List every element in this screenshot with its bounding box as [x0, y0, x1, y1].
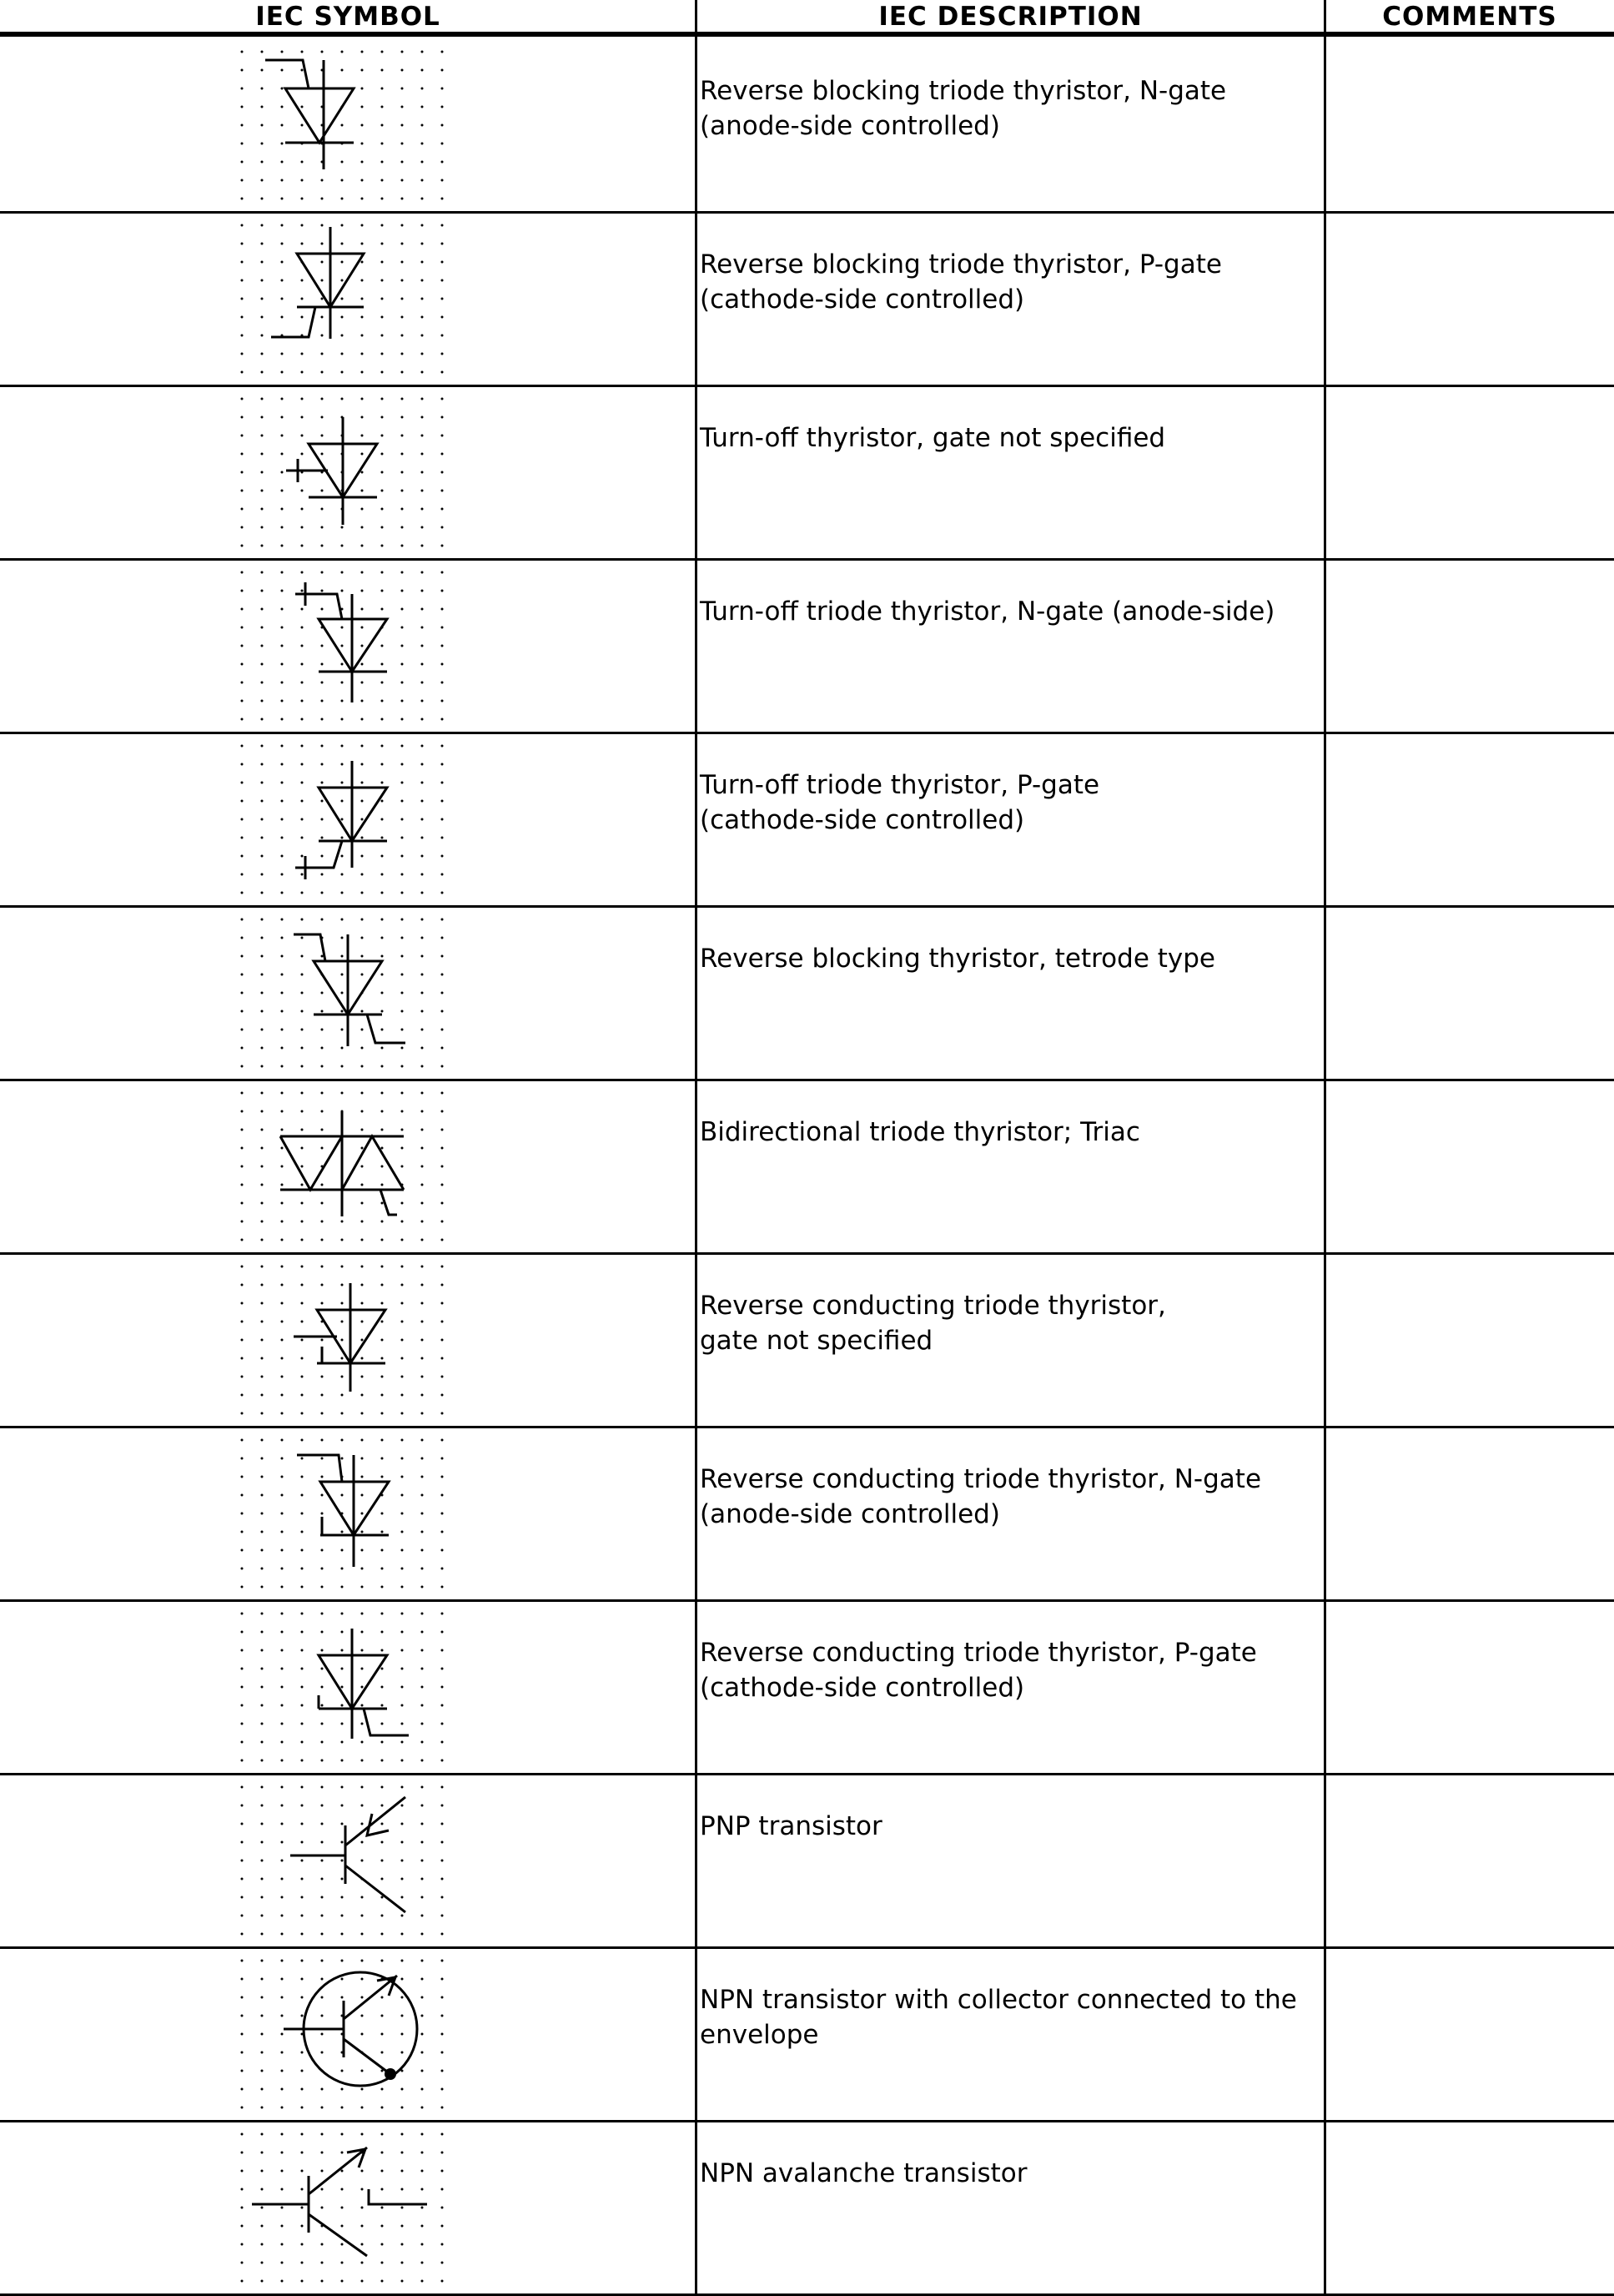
symbol-cell: [0, 734, 695, 905]
pnp-transistor-icon: [0, 1775, 695, 1946]
description-cell: Reverse conducting triode thyristor, gate not specified: [700, 1291, 1166, 1356]
description-cell: Reverse blocking triode thyristor, N-gate (anode-side controlled): [700, 76, 1227, 141]
grid-dots: [241, 2133, 444, 2283]
comments-cell: [1326, 908, 1614, 1079]
description-cell: Turn-off triode thyristor, P-gate (cathode-side controlled): [700, 770, 1100, 835]
table-row: [0, 1949, 1614, 2122]
description-cell: NPN avalanche transistor: [700, 2158, 1028, 2188]
comments-cell: [1326, 214, 1614, 385]
description-cell: PNP transistor: [700, 1811, 882, 1841]
description-cell: Reverse conducting triode thyristor, P-gate (cathode-side controlled): [700, 1638, 1257, 1703]
symbol-cell: [0, 1255, 695, 1426]
comments-cell: [1326, 734, 1614, 905]
description-cell: Reverse blocking triode thyristor, P-gate (cathode-side controlled): [700, 249, 1222, 315]
grid-dots: [241, 571, 444, 721]
description-cell: Reverse conducting triode thyristor, N-gate (anode-side controlled): [700, 1464, 1262, 1529]
symbol-cell: [0, 2122, 695, 2293]
symbol-cell: [0, 1775, 695, 1946]
description-cell: Reverse blocking thyristor, tetrode type: [700, 944, 1216, 974]
description-cell: Bidirectional triode thyristor; Triac: [700, 1117, 1140, 1147]
description-cell: Turn-off thyristor, gate not specified: [700, 423, 1166, 453]
thyristor-p-gate-icon: [0, 214, 695, 385]
description-cell: NPN transistor with collector connected to the envelope: [700, 1985, 1297, 2050]
comments-cell: [1326, 1428, 1614, 1599]
table-row: [0, 214, 1614, 387]
comments-cell: [1326, 1081, 1614, 1252]
comments-cell: [1326, 40, 1614, 211]
grid-dots: [241, 1786, 444, 1936]
table-row: [0, 561, 1614, 734]
reverse-conducting-thyristor-p-gate-icon: [0, 1602, 695, 1773]
reverse-conducting-thyristor-n-gate-icon: [0, 1428, 695, 1599]
symbol-cell: [0, 214, 695, 385]
table-row: [0, 40, 1614, 214]
table-row: [0, 2122, 1614, 2296]
table-row: [0, 1081, 1614, 1255]
symbol-cell: [0, 1949, 695, 2120]
table-row: [0, 734, 1614, 908]
table-row: [0, 1255, 1614, 1428]
grid-dots: [241, 1960, 444, 2109]
comments-cell: [1326, 2122, 1614, 2293]
table-row: [0, 1602, 1614, 1775]
description-cell: Turn-off triode thyristor, N-gate (anode-side): [700, 597, 1275, 627]
comments-cell: [1326, 387, 1614, 558]
turn-off-thyristor-n-gate-icon: [0, 561, 695, 732]
npn-avalanche-transistor-icon: [0, 2122, 695, 2293]
table-row: [0, 1775, 1614, 1949]
header-iec-description: IEC DESCRIPTION: [878, 2, 1143, 32]
reverse-conducting-thyristor-icon: [0, 1255, 695, 1426]
turn-off-thyristor-p-gate-icon: [0, 734, 695, 905]
table-header: [0, 0, 1614, 37]
grid-dots: [241, 745, 444, 894]
turn-off-thyristor-icon: [0, 387, 695, 558]
thyristor-n-gate-icon: [0, 40, 695, 211]
comments-cell: [1326, 1775, 1614, 1946]
grid-dots: [241, 1266, 444, 1415]
grid-dots: [241, 51, 444, 200]
grid-dots: [241, 919, 444, 1068]
table-row: [0, 1428, 1614, 1602]
header-comments: COMMENTS: [1382, 2, 1557, 32]
triac-icon: [0, 1081, 695, 1252]
table-row: [0, 908, 1614, 1081]
comments-cell: [1326, 1255, 1614, 1426]
tetrode-thyristor-icon: [0, 908, 695, 1079]
grid-dots: [241, 1439, 444, 1589]
symbol-cell: [0, 40, 695, 211]
table-row: [0, 387, 1614, 561]
symbol-cell: [0, 561, 695, 732]
symbol-cell: [0, 1428, 695, 1599]
symbol-cell: [0, 908, 695, 1079]
grid-dots: [241, 224, 444, 374]
symbol-cell: [0, 1602, 695, 1773]
comments-cell: [1326, 1949, 1614, 2120]
comments-cell: [1326, 1602, 1614, 1773]
npn-transistor-collector-envelope-icon: [0, 1949, 695, 2120]
comments-cell: [1326, 561, 1614, 732]
symbol-cell: [0, 387, 695, 558]
symbol-cell: [0, 1081, 695, 1252]
grid-dots: [241, 1613, 444, 1762]
header-iec-symbol: IEC SYMBOL: [255, 2, 440, 32]
